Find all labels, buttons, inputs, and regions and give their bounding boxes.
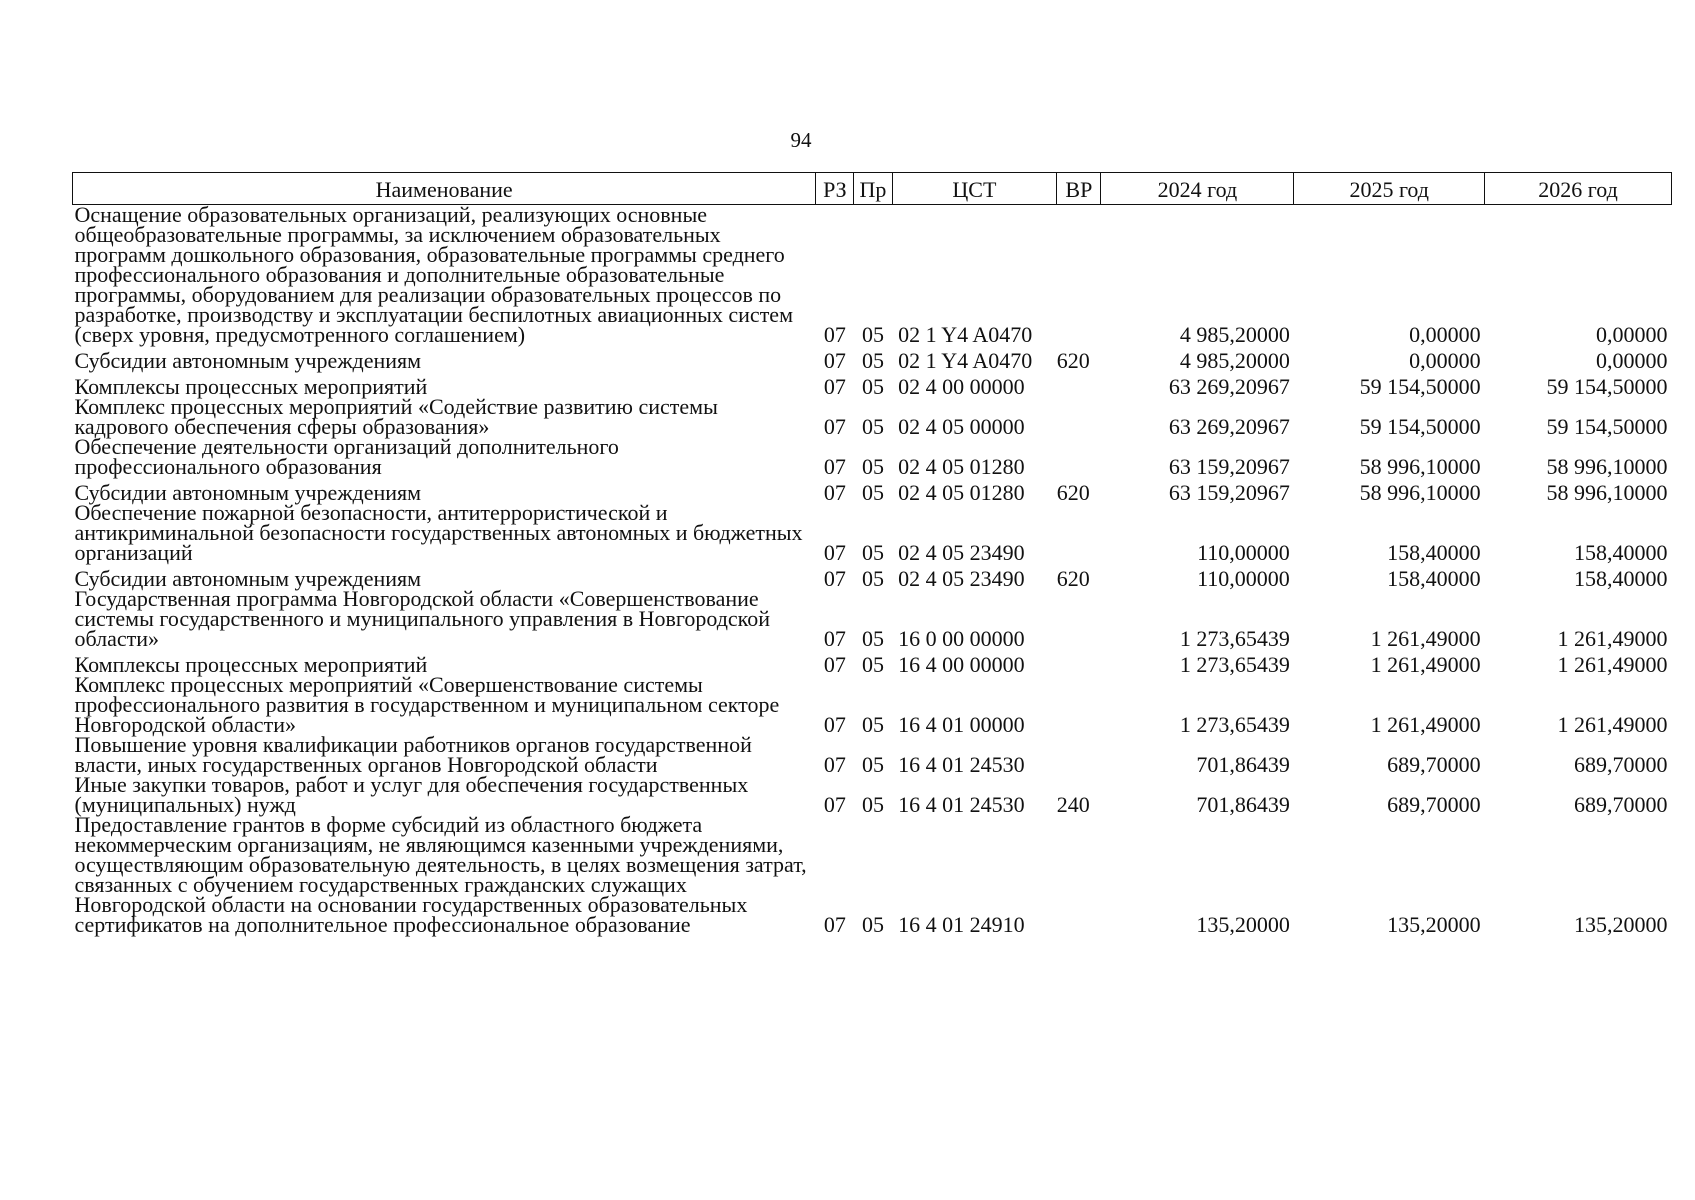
row-2025: 0,00000: [1409, 348, 1481, 373]
row-pr: 05: [861, 454, 884, 479]
row-cst: 16 4 01 24910: [898, 912, 1025, 937]
row-2024: 110,00000: [1197, 566, 1290, 591]
row-2024: 63 159,20967: [1168, 480, 1290, 505]
row-cst: 16 4 01 24530: [898, 752, 1025, 777]
row-2025: 689,70000: [1387, 752, 1481, 777]
row-vr: 620: [1056, 348, 1090, 373]
row-2026: 689,70000: [1574, 792, 1668, 817]
row-pr: 05: [861, 752, 884, 777]
row-2026: 1 261,49000: [1557, 652, 1668, 677]
row-name: Предоставление грантов в форме субсидий из областного бюджета некоммерческим организациям, не являющимся казенными учреждениями, осуществляющим образовательную деятельность, в целях возмещения затрат, связанных с обучением государственных гражданских служащих Новгородской области на основании государственных образовательных сертификатов на дополнительное профессиональное образование: [74, 812, 807, 937]
header-name: Наименование: [73, 173, 816, 205]
row-2024: 110,00000: [1197, 540, 1290, 565]
row-cst: 16 0 00 00000: [898, 626, 1025, 651]
row-name: Комплексы процессных мероприятий: [74, 374, 428, 399]
row-pr: 05: [861, 414, 884, 439]
header-rz: РЗ: [816, 173, 854, 205]
row-name: Иные закупки товаров, работ и услуг для обеспечения государственных (муниципальных) нужд: [74, 772, 749, 817]
row-cst: 02 4 05 01280: [898, 480, 1025, 505]
row-name: Субсидии автономным учреждениям: [74, 480, 422, 505]
row-name: Комплекс процессных мероприятий «Совершенствование системы профессионального развития в государственном и муниципальном секторе Новгородской области»: [74, 672, 780, 737]
row-vr: [1057, 735, 1101, 775]
row-rz: 07: [823, 652, 846, 677]
row-vr: 620: [1056, 566, 1090, 591]
row-name: Комплексы процессных мероприятий: [74, 652, 428, 677]
row-rz: 07: [823, 540, 846, 565]
row-2026: 0,00000: [1596, 348, 1668, 373]
row-2025: 1 261,49000: [1370, 652, 1481, 677]
header-2026: 2026 год: [1485, 173, 1672, 205]
row-rz: 07: [823, 454, 846, 479]
row-2024: 1 273,65439: [1179, 712, 1290, 737]
row-rz: 07: [823, 912, 846, 937]
row-name: Государственная программа Новгородской области «Совершенствование системы государственного и муниципального управления в Новгородской области»: [74, 586, 771, 651]
row-2026: 158,40000: [1574, 540, 1668, 565]
row-2025: 135,20000: [1387, 912, 1481, 937]
row-pr: 05: [861, 652, 884, 677]
row-pr: 05: [861, 626, 884, 651]
header-2024: 2024 год: [1101, 173, 1294, 205]
table-row: [73, 503, 1672, 563]
row-rz: 07: [823, 792, 846, 817]
row-cst: 16 4 01 24530: [898, 792, 1025, 817]
row-cst: 02 4 05 23490: [898, 540, 1025, 565]
row-2024: 4 985,20000: [1179, 322, 1290, 347]
row-2024: 701,86439: [1196, 752, 1290, 777]
row-2025: 0,00000: [1409, 322, 1481, 347]
row-cst: 02 4 05 01280: [898, 454, 1025, 479]
row-2024: 1 273,65439: [1179, 652, 1290, 677]
row-2025: 689,70000: [1387, 792, 1481, 817]
row-cst: 02 4 05 23490: [898, 566, 1025, 591]
row-vr: [1057, 649, 1101, 675]
row-2025: 58 996,10000: [1359, 454, 1481, 479]
row-vr: 620: [1056, 480, 1090, 505]
row-rz: 07: [823, 626, 846, 651]
row-2026: 58 996,10000: [1546, 454, 1668, 479]
header-vr: ВР: [1057, 173, 1101, 205]
row-vr: [1057, 675, 1101, 735]
row-name: Повышение уровня квалификации работников органов государственной власти, иных государственных органов Новгородской области: [74, 732, 752, 777]
row-pr: 05: [861, 322, 884, 347]
row-2026: 59 154,50000: [1546, 374, 1668, 399]
row-pr: 05: [861, 480, 884, 505]
row-2024: 4 985,20000: [1179, 348, 1290, 373]
table-row: [73, 735, 1672, 775]
table-row: [73, 437, 1672, 477]
row-rz: 07: [823, 712, 846, 737]
row-rz: 07: [823, 414, 846, 439]
row-2024: 701,86439: [1196, 792, 1290, 817]
row-2026: 1 261,49000: [1557, 626, 1668, 651]
table-row: [73, 397, 1672, 437]
row-2026: 0,00000: [1596, 322, 1668, 347]
header-2025: 2025 год: [1294, 173, 1485, 205]
table-row: [73, 675, 1672, 735]
row-2025: 59 154,50000: [1359, 374, 1481, 399]
table-row: [73, 589, 1672, 649]
row-vr: [1057, 589, 1101, 649]
row-rz: 07: [823, 566, 846, 591]
row-vr: [1057, 437, 1101, 477]
page-number: 94: [790, 128, 812, 152]
row-2025: 59 154,50000: [1359, 414, 1481, 439]
row-2026: 59 154,50000: [1546, 414, 1668, 439]
table-row: [73, 775, 1672, 815]
row-2024: 1 273,65439: [1179, 626, 1290, 651]
row-pr: 05: [861, 792, 884, 817]
row-vr: [1057, 815, 1101, 935]
row-2025: 58 996,10000: [1359, 480, 1481, 505]
row-cst: 16 4 00 00000: [898, 652, 1025, 677]
row-vr: [1057, 371, 1101, 397]
row-pr: 05: [861, 912, 884, 937]
row-2025: 158,40000: [1387, 566, 1481, 591]
row-name: Комплекс процессных мероприятий «Содействие развитию системы кадрового обеспечения сферы образования»: [74, 394, 718, 439]
table-row: [73, 815, 1672, 935]
table-row: [73, 205, 1672, 346]
table-row: [73, 345, 1672, 371]
row-rz: 07: [823, 752, 846, 777]
row-cst: 02 1 Y4 A0470: [898, 322, 1033, 347]
row-cst: 02 4 00 00000: [898, 374, 1025, 399]
table-body: [73, 202, 1672, 937]
row-pr: 05: [861, 712, 884, 737]
row-2024: 135,20000: [1196, 912, 1290, 937]
row-pr: 05: [861, 374, 884, 399]
row-2024: 63 269,20967: [1168, 374, 1290, 399]
row-rz: 07: [823, 480, 846, 505]
row-pr: 05: [861, 348, 884, 373]
row-2026: 135,20000: [1574, 912, 1668, 937]
row-2026: 158,40000: [1574, 566, 1668, 591]
row-rz: 07: [823, 374, 846, 399]
budget-table: [72, 172, 1672, 935]
row-name: Субсидии автономным учреждениям: [74, 348, 422, 373]
row-pr: 05: [861, 566, 884, 591]
row-name: Субсидии автономным учреждениям: [74, 566, 422, 591]
row-2025: 1 261,49000: [1370, 626, 1481, 651]
row-2025: 1 261,49000: [1370, 712, 1481, 737]
row-name: Оснащение образовательных организаций, реализующих основные общеобразовательные программы, за исключением образовательных программ дошкольного образования, образовательные программы среднего профессионального образования и дополнительные образовательные программы, оборудованием для реализации образовательных процессов по разработке, производству и эксплуатации беспилотных авиационных систем (сверх уровня, предусмотренного соглашением): [74, 202, 793, 347]
table-header-row: [73, 173, 1672, 205]
row-2026: 1 261,49000: [1557, 712, 1668, 737]
row-pr: 05: [861, 540, 884, 565]
row-rz: 07: [823, 322, 846, 347]
row-rz: 07: [823, 348, 846, 373]
row-2026: 689,70000: [1574, 752, 1668, 777]
row-cst: 02 1 Y4 A0470: [898, 348, 1033, 373]
row-name: Обеспечение пожарной безопасности, антитеррористической и антикриминальной безопасности государственных автономных и бюджетных организаций: [74, 500, 803, 565]
header-pr: Пр: [854, 173, 892, 205]
row-vr: [1057, 205, 1101, 346]
row-2026: 58 996,10000: [1546, 480, 1668, 505]
row-vr: [1057, 397, 1101, 437]
header-cst: ЦСТ: [892, 173, 1057, 205]
row-2025: 158,40000: [1387, 540, 1481, 565]
row-name: Обеспечение деятельности организаций дополнительного профессионального образования: [74, 434, 619, 479]
row-vr: 240: [1056, 792, 1090, 817]
row-2024: 63 269,20967: [1168, 414, 1290, 439]
row-vr: [1057, 503, 1101, 563]
row-cst: 16 4 01 00000: [898, 712, 1025, 737]
row-2024: 63 159,20967: [1168, 454, 1290, 479]
row-cst: 02 4 05 00000: [898, 414, 1025, 439]
